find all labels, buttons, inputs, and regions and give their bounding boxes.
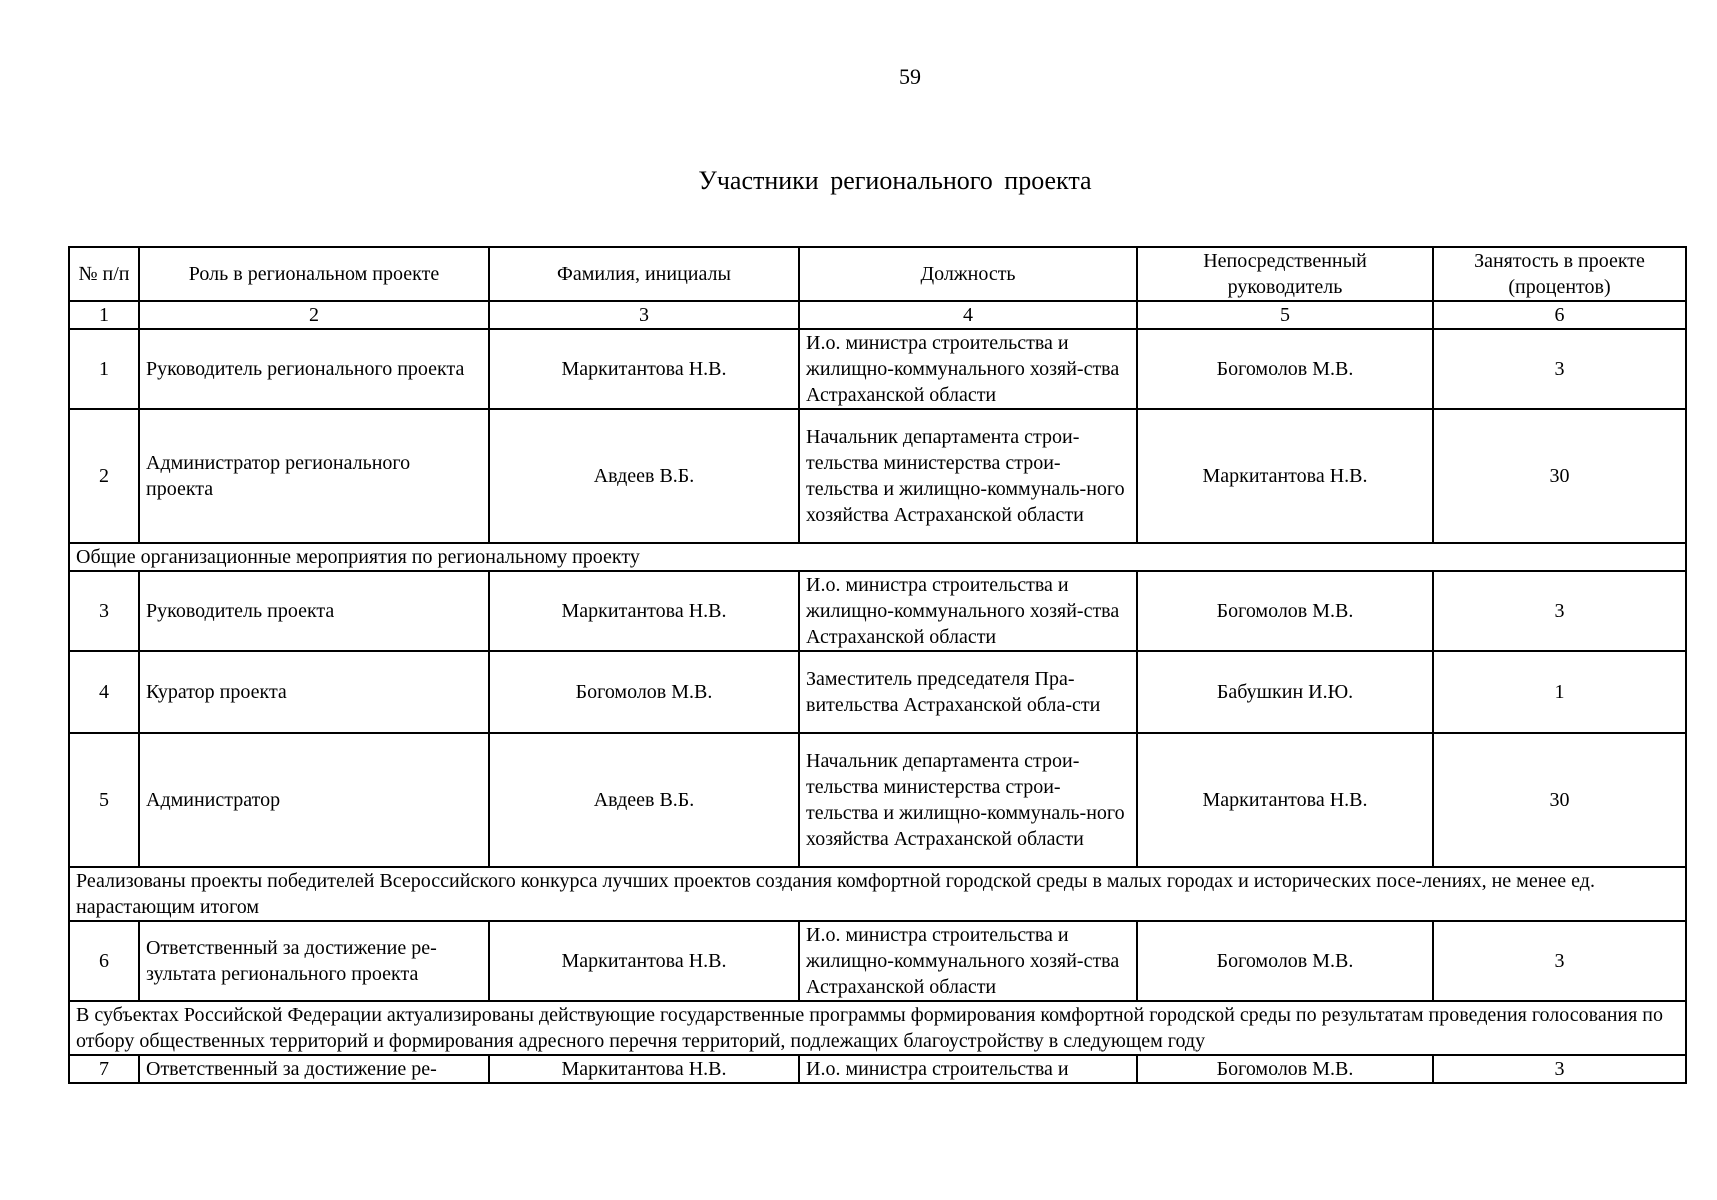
page-number: 59 (899, 64, 921, 89)
cell-position: Начальник департамента строи-тельства министерства строи-тельства и жилищно-коммуналь-ного хозяйства Астраханской области (799, 409, 1137, 543)
column-number: 3 (489, 301, 799, 329)
column-number: 6 (1433, 301, 1686, 329)
cell-name: Маркитантова Н.В. (489, 329, 799, 409)
column-number: 1 (69, 301, 139, 329)
header-role: Роль в региональном проекте (139, 247, 489, 301)
cell-supervisor: Богомолов М.В. (1137, 1055, 1433, 1083)
cell-role: Куратор проекта (139, 651, 489, 733)
table-row (69, 733, 1686, 867)
cell-name: Авдеев В.Б. (489, 733, 799, 867)
cell-name: Авдеев В.Б. (489, 409, 799, 543)
header-supervisor: Непосредственный руководитель (1137, 247, 1433, 301)
cell-num: 3 (69, 571, 139, 651)
cell-supervisor: Богомолов М.В. (1137, 571, 1433, 651)
cell-num: 2 (69, 409, 139, 543)
cell-supervisor: Богомолов М.В. (1137, 329, 1433, 409)
section-title: В субъектах Российской Федерации актуализированы действующие государственные программы формирования комфортной городской среды по результатам проведения голосования по отбору общественных территорий и формирования адресного перечня территорий, подлежащих благоустройству в следующем году (69, 1001, 1686, 1055)
cell-employment: 3 (1433, 329, 1686, 409)
page-title: Участники регионального проекта (698, 166, 1092, 195)
participants-table (68, 246, 1687, 1084)
cell-name: Богомолов М.В. (489, 651, 799, 733)
cell-supervisor: Маркитантова Н.В. (1137, 409, 1433, 543)
table-row (69, 329, 1686, 409)
column-number: 5 (1137, 301, 1433, 329)
cell-employment: 1 (1433, 651, 1686, 733)
header-num: № п/п (69, 247, 139, 301)
header-employment: Занятость в проекте (процентов) (1433, 247, 1686, 301)
cell-position: И.о. министра строительства и жилищно-коммунального хозяй-ства Астраханской области (799, 571, 1137, 651)
cell-name: Маркитантова Н.В. (489, 1055, 799, 1083)
cell-num: 4 (69, 651, 139, 733)
cell-supervisor: Богомолов М.В. (1137, 921, 1433, 1001)
cell-num: 6 (69, 921, 139, 1001)
section-title: Общие организационные мероприятия по региональному проекту (69, 543, 1686, 571)
cell-name: Маркитантова Н.В. (489, 921, 799, 1001)
cell-supervisor: Бабушкин И.Ю. (1137, 651, 1433, 733)
cell-role: Ответственный за достижение ре- (139, 1055, 489, 1083)
header-row (69, 247, 1686, 301)
cell-role: Администратор (139, 733, 489, 867)
cell-supervisor: Маркитантова Н.В. (1137, 733, 1433, 867)
section-row (69, 543, 1686, 571)
cell-position: И.о. министра строительства и (799, 1055, 1137, 1083)
cell-employment: 3 (1433, 571, 1686, 651)
cell-role: Администратор регионального проекта (139, 409, 489, 543)
cell-position: И.о. министра строительства и жилищно-коммунального хозяй-ства Астраханской области (799, 921, 1137, 1001)
section-row (69, 867, 1686, 921)
cell-employment: 3 (1433, 1055, 1686, 1083)
cell-employment: 3 (1433, 921, 1686, 1001)
cell-num: 7 (69, 1055, 139, 1083)
column-number: 2 (139, 301, 489, 329)
cell-employment: 30 (1433, 409, 1686, 543)
cell-num: 1 (69, 329, 139, 409)
cell-position: Заместитель председателя Пра-вительства Астраханской обла-сти (799, 651, 1137, 733)
cell-name: Маркитантова Н.В. (489, 571, 799, 651)
cell-employment: 30 (1433, 733, 1686, 867)
section-title: Реализованы проекты победителей Всероссийского конкурса лучших проектов создания комфортной городской среды в малых городах и исторических посе-лениях, не менее ед. нарастающим итогом (69, 867, 1686, 921)
section-row (69, 1001, 1686, 1055)
table-row (69, 571, 1686, 651)
table-row (69, 921, 1686, 1001)
table-row (69, 1055, 1686, 1083)
cell-position: Начальник департамента строи-тельства министерства строи-тельства и жилищно-коммуналь-ного хозяйства Астраханской области (799, 733, 1137, 867)
cell-role: Ответственный за достижение ре-зультата регионального проекта (139, 921, 489, 1001)
cell-position: И.о. министра строительства и жилищно-коммунального хозяй-ства Астраханской области (799, 329, 1137, 409)
header-name: Фамилия, инициалы (489, 247, 799, 301)
table-row (69, 651, 1686, 733)
column-number-row (69, 301, 1686, 329)
cell-num: 5 (69, 733, 139, 867)
cell-role: Руководитель регионального проекта (139, 329, 489, 409)
cell-role: Руководитель проекта (139, 571, 489, 651)
column-number: 4 (799, 301, 1137, 329)
table-row (69, 409, 1686, 543)
header-position: Должность (799, 247, 1137, 301)
